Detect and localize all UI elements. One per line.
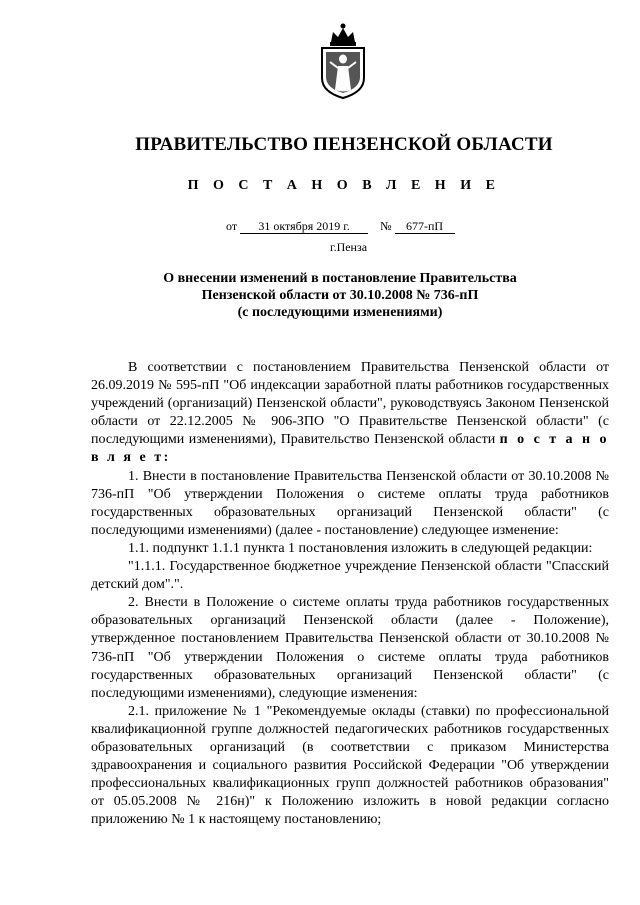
- coat-of-arms-icon: [318, 22, 368, 100]
- paragraph: 1. Внести в постановление Правительства Пензенской области от 30.10.2008 № 736-пП "Об утверждении Положения о системе оплаты труда работников государственных образовательных организаций Пензенской области" (с последующими изменениями) (далее - постановление) следующее изменение:: [91, 468, 609, 538]
- date-line: [226, 219, 455, 234]
- document-title: [120, 270, 560, 321]
- title-line: О внесении изменений в постановление Правительства: [163, 271, 517, 286]
- document-date: 31 октября 2019 г.: [240, 220, 368, 234]
- organization-name: ПРАВИТЕЛЬСТВО ПЕНЗЕНСКОЙ ОБЛАСТИ: [135, 134, 553, 155]
- title-line: (с последующими изменениями): [237, 305, 443, 320]
- document-number: 677-пП: [395, 220, 455, 234]
- document-type: П О С Т А Н О В Л Е Н И Е: [187, 178, 501, 193]
- resolution-keyword: п о с т а н о в л я е т:: [91, 432, 609, 466]
- date-prefix: от: [226, 219, 238, 233]
- paragraph: [91, 359, 609, 468]
- city: г.Пенза: [330, 240, 368, 254]
- paragraph: "1.1.1. Государственное бюджетное учреждение Пензенской области "Спасский детский дом".".: [91, 559, 609, 593]
- paragraph: 2.1. приложение № 1 "Рекомендуемые оклады (ставки) по профессиональной квалификационной группе должностей педагогических работников государственных образовательных организаций (в соответствии с приказом Министерства здравоохранения и социального развития Российской Федерации "Об утверждении профессиональных квалификационных групп должностей работников образования" от 05.05.2008 № 216н)" к Положению изложить в новой редакции согласно приложению № 1 к настоящему постановлению;: [91, 703, 609, 828]
- paragraph-text: В соответствии с постановлением Правительства Пензенской области от 26.09.2019 № 595-пП "Об индексации заработной платы работников государственных учреждений (организаций) Пензенской области", руководствуясь Законом Пензенской области от 22.12.2005 № 906-ЗПО "О Правительстве Пензенской области" (с последующими изменениями), Правительство Пензенской области: [91, 360, 609, 448]
- paragraph: 2. Внести в Положение о системе оплаты труда работников государственных образовательных организаций Пензенской области (далее - Положение), утвержденное постановлением Правительства Пензенской области от 30.10.2008 № 736-пП "Об утверждении Положения о системе оплаты труда работников государственных образовательных организаций Пензенской области" (с последующими изменениями), следующие изменения:: [91, 595, 609, 701]
- paragraph: 1.1. подпункт 1.1.1 пункта 1 постановления изложить в следующей редакции:: [128, 540, 593, 556]
- document-body: [91, 359, 609, 829]
- number-prefix: №: [380, 219, 392, 233]
- title-line: Пензенской области от 30.10.2008 № 736-пП: [201, 288, 479, 303]
